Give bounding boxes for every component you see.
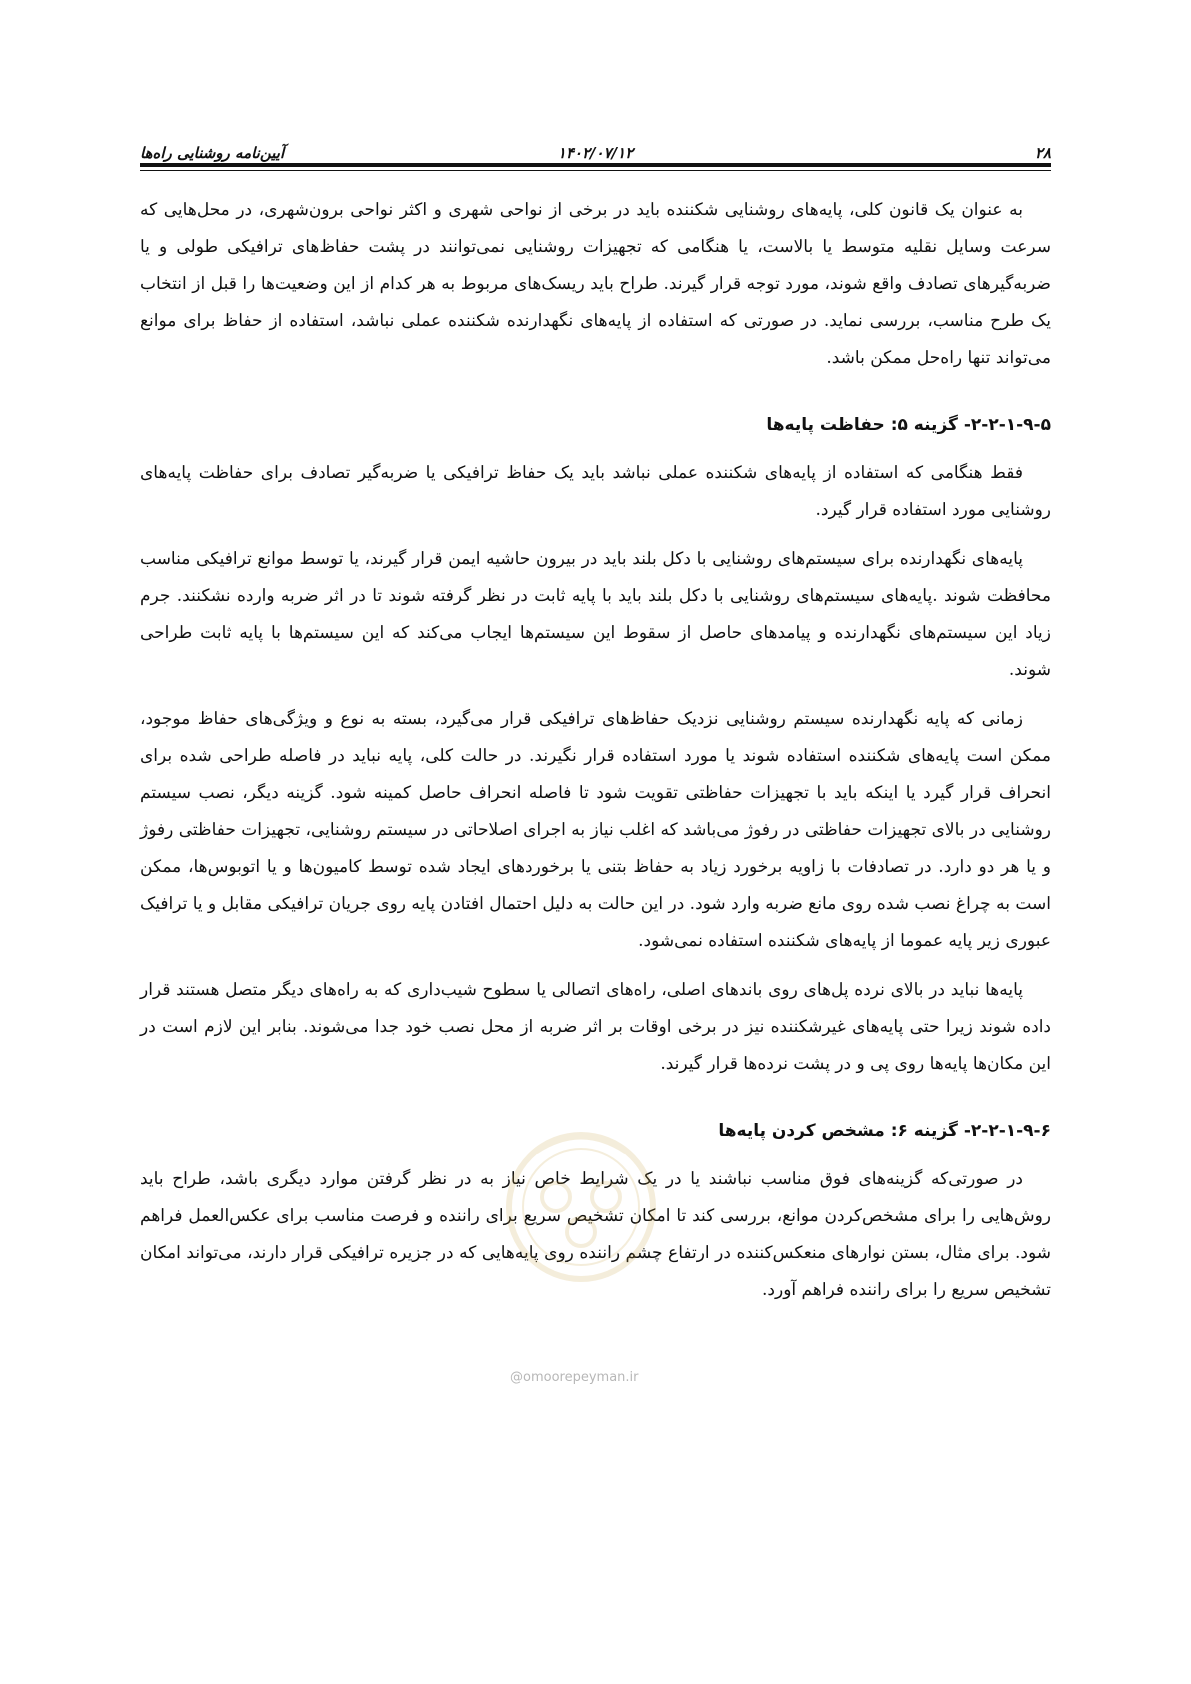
page-number: ۲۸ bbox=[1034, 144, 1051, 162]
header-date: ۱۴۰۲/۰۷/۱۲ bbox=[557, 144, 634, 162]
main-content bbox=[140, 192, 1051, 1321]
watermark-text: @omoorepeyman.ir bbox=[510, 1370, 639, 1385]
paragraph-6: در صورتی‌که گزینه‌های فوق مناسب نباشند یا در یک شرایط خاص نیاز به در نظر گرفتن موارد دیگری باشد، طراح باید روش‌هایی را برای مشخص‌کردن موانع، بررسی کند تا امکان تشخیص سریع برای راننده و فرصت مناسب برای عکس‌العمل فراهم شود. برای مثال، بستن نوارهای منعکس‌کننده در ارتفاع چشم راننده روی پایه‌هایی که در جزیره ترافیکی قرار دارند، می‌تواند امکان تشخیص سریع را برای راننده فراهم آورد. bbox=[140, 1169, 1051, 1300]
section-heading-5: ۲-۲-۱-۹-۵- گزینه ۵: حفاظت پایه‌ها bbox=[766, 415, 1051, 435]
paragraph-1: به عنوان یک قانون کلی، پایه‌های روشنایی شکننده باید در برخی از نواحی شهری و اکثر نواحی برون‌شهری، در محل‌هایی که سرعت وسایل نقلیه متوسط یا بالاست، یا هنگامی که تجهیزات روشنایی نمی‌توانند در پشت حفاظ‌های ترافیکی طولی و یا ضربه‌گیرهای تصادف واقع شوند، مورد توجه قرار گیرند. طراح باید ریسک‌های مربوط به هر کدام از این وضعیت‌ها را قبل از انتخاب یک طرح مناسب، بررسی نماید. در صورتی که استفاده از پایه‌های نگهدارنده شکننده عملی نباشد، استفاده از حفاظ برای موانع می‌تواند تنها راه‌حل ممکن باشد. bbox=[140, 200, 1051, 368]
header-rule-thin bbox=[140, 170, 1051, 171]
spacer bbox=[140, 389, 1051, 401]
paragraph-2: فقط هنگامی که استفاده از پایه‌های شکننده عملی نباشد باید یک حفاظ ترافیکی یا ضربه‌گیر تصادف برای حفاظت پایه‌های روشنایی مورد استفاده قرار گیرد. bbox=[140, 463, 1051, 520]
paragraph-3: پایه‌های نگهدارنده برای سیستم‌های روشنایی با دکل بلند باید در بیرون حاشیه ایمن قرار گیرند، یا توسط موانع ترافیکی مناسب محافظت شوند .پایه‌های سیستم‌های روشنایی با دکل بلند باید با پایه ثابت در نظر گرفته شوند تا در اثر ضربه وارده نشکنند. جرم زیاد این سیستم‌های نگهدارنده و پیامدهای حاصل از سقوط این سیستم‌ها ایجاب می‌کند که این سیستم‌ها با پایه ثابت طراحی شوند. bbox=[140, 549, 1051, 680]
document-title: آیین‌نامه روشنایی راه‌ها bbox=[140, 144, 285, 162]
section-heading-6: ۲-۲-۱-۹-۶- گزینه ۶: مشخص کردن پایه‌ها bbox=[718, 1121, 1051, 1141]
header-rule-thick bbox=[140, 163, 1051, 167]
paragraph-4: زمانی که پایه نگهدارنده سیستم روشنایی نزدیک حفاظ‌های ترافیکی قرار می‌گیرد، بسته به نوع و ویژگی‌های حفاظ موجود، ممکن است پایه‌های شکننده استفاده شوند یا مورد استفاده قرار نگیرند. در حالت کلی، پایه نباید در فاصله طراحی شده برای انحراف قرار گیرد یا اینکه باید با تجهیزات حفاظتی تقویت شود تا فاصله انحراف حاصل کمینه شود. گزینه دیگر، نصب سیستم روشنایی در بالای تجهیزات حفاظتی در رفوژ می‌باشد که اغلب نیاز به اجرای اصلاحاتی در سیستم روشنایی، تجهیزات حفاظتی رفوژ و یا هر دو دارد. در تصادفات با زاویه برخورد زیاد به حفاظ بتنی یا برخوردهای ایجاد شده توسط کامیون‌ها و یا اتوبوس‌ها، ممکن است به چراغ نصب شده روی مانع ضربه وارد شود. در این حالت به دلیل احتمال افتادن پایه روی جریان ترافیکی مقابل و یا ترافیک عبوری زیر پایه عموما از پایه‌های شکننده استفاده نمی‌شود. bbox=[140, 709, 1051, 951]
page-header bbox=[140, 128, 1051, 162]
spacer bbox=[140, 1095, 1051, 1107]
paragraph-5: پایه‌ها نباید در بالای نرده پل‌های روی باندهای اصلی، راه‌های اتصالی یا سطوح شیب‌داری که به راه‌های دیگر متصل هستند قرار داده شوند زیرا حتی پایه‌های غیرشکننده نیز در برخی اوقات بر اثر ضربه از محل نصب خود جدا می‌شوند. بنابر این لازم است در این مکان‌ها پایه‌ها روی پی و در پشت نرده‌ها قرار گیرند. bbox=[140, 980, 1051, 1074]
